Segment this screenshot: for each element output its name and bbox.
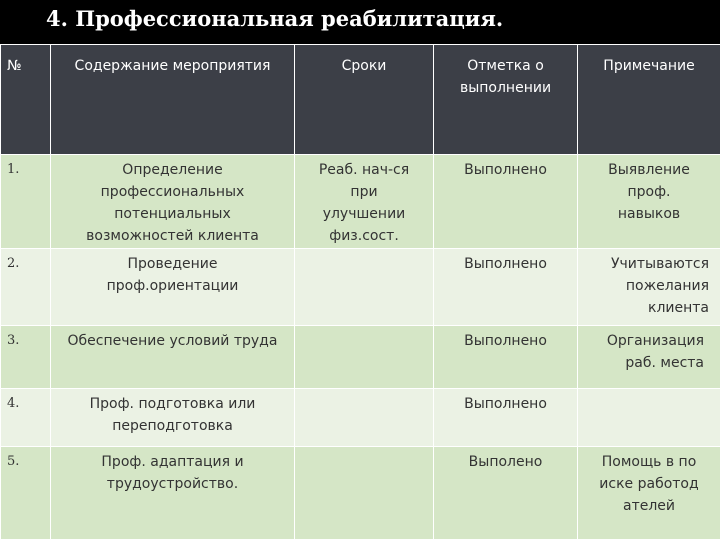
row-number: 2. — [1, 249, 51, 326]
row-content — [51, 249, 295, 326]
row-note — [578, 155, 720, 249]
row-term-text: Реаб. нач-ся при улучшении физ.сост. — [318, 162, 410, 244]
row-number: 5. — [1, 447, 51, 540]
row-number: 4. — [1, 389, 51, 447]
row-term — [295, 155, 434, 249]
table-row — [1, 155, 720, 249]
header-note: Примечание — [578, 45, 720, 155]
table-row — [1, 326, 720, 389]
row-note-text: Помощь в поиске работодателей — [599, 454, 699, 514]
row-number: 3. — [1, 326, 51, 389]
row-note — [578, 389, 720, 447]
table-row — [1, 249, 720, 326]
slide-title: 4. Профессиональная реабилитация. — [46, 6, 504, 31]
row-content — [51, 155, 295, 249]
row-note — [578, 447, 720, 540]
row-term — [295, 326, 434, 389]
row-status: Выполнено — [434, 389, 578, 447]
row-content-text: Проф. подготовка или переподготовка — [89, 396, 256, 434]
row-term — [295, 249, 434, 326]
row-content-text: Определение профессиональных потенциальных возможностей клиента — [86, 162, 259, 244]
row-term — [295, 447, 434, 540]
row-content: Обеспечение условий труда — [51, 326, 295, 389]
row-content — [51, 389, 295, 447]
row-number: 1. — [1, 155, 51, 249]
header-content: Содержание мероприятия — [51, 45, 295, 155]
row-content-text: Проведение проф.ориентации — [106, 256, 239, 294]
row-status: Выполено — [434, 447, 578, 540]
row-note — [578, 249, 720, 326]
row-status: Выполнено — [434, 249, 578, 326]
row-status: Выполнено — [434, 155, 578, 249]
row-term — [295, 389, 434, 447]
row-note-text: Организация раб. места — [606, 333, 704, 371]
title-bar — [0, 0, 720, 44]
row-status: Выполнено — [434, 326, 578, 389]
header-status: Отметка о выполнении — [434, 45, 578, 155]
row-note-text: Выявление проф. навыков — [608, 162, 690, 222]
header-term: Сроки — [295, 45, 434, 155]
rehabilitation-table — [0, 44, 720, 540]
row-note — [578, 326, 720, 389]
table-row — [1, 389, 720, 447]
row-content — [51, 447, 295, 540]
row-note-text: Учитываются пожелания клиента — [611, 256, 709, 316]
header-number: № — [1, 45, 51, 155]
row-content-text: Проф. адаптация и трудоустройство. — [101, 454, 244, 492]
table-row — [1, 447, 720, 540]
header-row — [1, 45, 720, 155]
